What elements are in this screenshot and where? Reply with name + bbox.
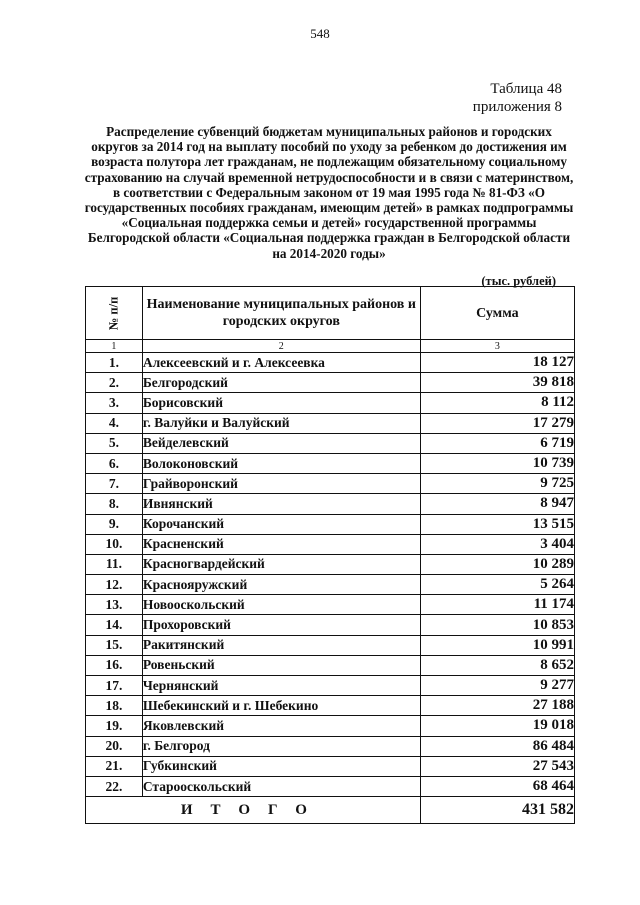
row-number: 16. bbox=[86, 655, 143, 675]
column-index-row bbox=[86, 340, 575, 353]
header-number bbox=[86, 287, 143, 340]
table-reference bbox=[473, 80, 562, 116]
row-number: 4. bbox=[86, 413, 143, 433]
table-number: Таблица 48 bbox=[490, 81, 562, 97]
table-row bbox=[86, 514, 575, 534]
table-row bbox=[86, 575, 575, 595]
table-row bbox=[86, 676, 575, 696]
row-number: 22. bbox=[86, 776, 143, 796]
table-row bbox=[86, 655, 575, 675]
header-name-label: Наименование муниципальных районов и городских округов bbox=[146, 297, 416, 329]
table-row bbox=[86, 595, 575, 615]
subsidy-amount: 10 739 bbox=[420, 453, 574, 473]
total-row bbox=[86, 797, 575, 824]
district-name: Волоконовский bbox=[142, 453, 420, 473]
table-row bbox=[86, 373, 575, 393]
district-name: Грайворонский bbox=[142, 474, 420, 494]
subsidy-amount: 8 947 bbox=[420, 494, 574, 514]
row-number: 8. bbox=[86, 494, 143, 514]
column-index: 3 bbox=[420, 340, 574, 353]
page-number: 548 bbox=[310, 26, 330, 41]
row-number: 10. bbox=[86, 534, 143, 554]
header-number-label: № п/п bbox=[106, 296, 121, 331]
table-row bbox=[86, 554, 575, 574]
row-number: 11. bbox=[86, 554, 143, 574]
row-number: 12. bbox=[86, 575, 143, 595]
table-row bbox=[86, 453, 575, 473]
table-row bbox=[86, 716, 575, 736]
table-row bbox=[86, 635, 575, 655]
district-name: Вейделевский bbox=[142, 433, 420, 453]
district-name: Красненский bbox=[142, 534, 420, 554]
table-row bbox=[86, 413, 575, 433]
district-name: Борисовский bbox=[142, 393, 420, 413]
header-name bbox=[142, 287, 420, 340]
district-name: Прохоровский bbox=[142, 615, 420, 635]
subsidy-amount: 8 112 bbox=[420, 393, 574, 413]
table-row bbox=[86, 433, 575, 453]
table-row bbox=[86, 474, 575, 494]
document-title: Распределение субвенций бюджетам муниципальных районов и городских округов за 2014 год на выплату пособий по уходу за ребенком до достижения им возраста полутора лет гражданам, не подлежащим обязательному социальному страхованию на случай временной нетрудоспособности и в связи с материнством, в соответствии с Федеральным законом от 19 мая 1995 года № 81-ФЗ «О государственных пособиях гражданам, имеющим детей» в рамках подпрограммы «Социальная поддержка семьи и детей» государственной программы Белгородской области «Социальная поддержка граждан в Белгородской области на 2014-2020 годы» bbox=[84, 124, 574, 261]
district-name: Белгородский bbox=[142, 373, 420, 393]
subsidy-amount: 9 277 bbox=[420, 676, 574, 696]
table-row bbox=[86, 736, 575, 756]
subsidy-amount: 8 652 bbox=[420, 655, 574, 675]
row-number: 14. bbox=[86, 615, 143, 635]
subsidy-table bbox=[85, 286, 575, 824]
district-name: Ракитянский bbox=[142, 635, 420, 655]
column-index: 1 bbox=[86, 340, 143, 353]
total-sum: 431 582 bbox=[420, 797, 574, 824]
header-sum bbox=[420, 287, 574, 340]
row-number: 1. bbox=[86, 353, 143, 373]
subsidy-amount: 11 174 bbox=[420, 595, 574, 615]
row-number: 19. bbox=[86, 716, 143, 736]
header-sum-label: Сумма bbox=[476, 305, 519, 321]
district-name: Губкинский bbox=[142, 756, 420, 776]
subsidy-amount: 5 264 bbox=[420, 575, 574, 595]
table-row bbox=[86, 776, 575, 796]
subsidy-amount: 3 404 bbox=[420, 534, 574, 554]
district-name: Корочанский bbox=[142, 514, 420, 534]
subsidy-amount: 13 515 bbox=[420, 514, 574, 534]
subsidy-amount: 86 484 bbox=[420, 736, 574, 756]
row-number: 18. bbox=[86, 696, 143, 716]
row-number: 3. bbox=[86, 393, 143, 413]
district-name: г. Валуйки и Валуйский bbox=[142, 413, 420, 433]
table-row bbox=[86, 696, 575, 716]
subsidy-amount: 68 464 bbox=[420, 776, 574, 796]
subsidy-amount: 27 188 bbox=[420, 696, 574, 716]
subsidy-amount: 10 853 bbox=[420, 615, 574, 635]
district-name: г. Белгород bbox=[142, 736, 420, 756]
row-number: 9. bbox=[86, 514, 143, 534]
district-name: Ровеньский bbox=[142, 655, 420, 675]
district-name: Старооскольский bbox=[142, 776, 420, 796]
row-number: 6. bbox=[86, 453, 143, 473]
subsidy-amount: 39 818 bbox=[420, 373, 574, 393]
subsidy-amount: 18 127 bbox=[420, 353, 574, 373]
district-name: Красногвардейский bbox=[142, 554, 420, 574]
table-row bbox=[86, 353, 575, 373]
subsidy-amount: 6 719 bbox=[420, 433, 574, 453]
district-name: Краснояружский bbox=[142, 575, 420, 595]
row-number: 7. bbox=[86, 474, 143, 494]
row-number: 13. bbox=[86, 595, 143, 615]
district-name: Ивнянский bbox=[142, 494, 420, 514]
table-row bbox=[86, 494, 575, 514]
table-row bbox=[86, 756, 575, 776]
table-row bbox=[86, 393, 575, 413]
row-number: 5. bbox=[86, 433, 143, 453]
row-number: 20. bbox=[86, 736, 143, 756]
units-label: (тыс. рублей) bbox=[481, 274, 556, 288]
total-label: ИТОГО bbox=[86, 797, 421, 824]
table-row bbox=[86, 534, 575, 554]
row-number: 15. bbox=[86, 635, 143, 655]
subsidy-amount: 19 018 bbox=[420, 716, 574, 736]
row-number: 21. bbox=[86, 756, 143, 776]
subsidy-amount: 10 289 bbox=[420, 554, 574, 574]
district-name: Новооскольский bbox=[142, 595, 420, 615]
table-body bbox=[86, 340, 575, 797]
district-name: Яковлевский bbox=[142, 716, 420, 736]
row-number: 2. bbox=[86, 373, 143, 393]
subsidy-amount: 27 543 bbox=[420, 756, 574, 776]
row-number: 17. bbox=[86, 676, 143, 696]
subsidy-amount: 9 725 bbox=[420, 474, 574, 494]
column-index: 2 bbox=[142, 340, 420, 353]
subsidy-amount: 10 991 bbox=[420, 635, 574, 655]
appendix-number: приложения 8 bbox=[472, 99, 562, 115]
table-header-row bbox=[86, 287, 575, 340]
table-row bbox=[86, 615, 575, 635]
district-name: Чернянский bbox=[142, 676, 420, 696]
subsidy-amount: 17 279 bbox=[420, 413, 574, 433]
district-name: Шебекинский и г. Шебекино bbox=[142, 696, 420, 716]
district-name: Алексеевский и г. Алексеевка bbox=[142, 353, 420, 373]
